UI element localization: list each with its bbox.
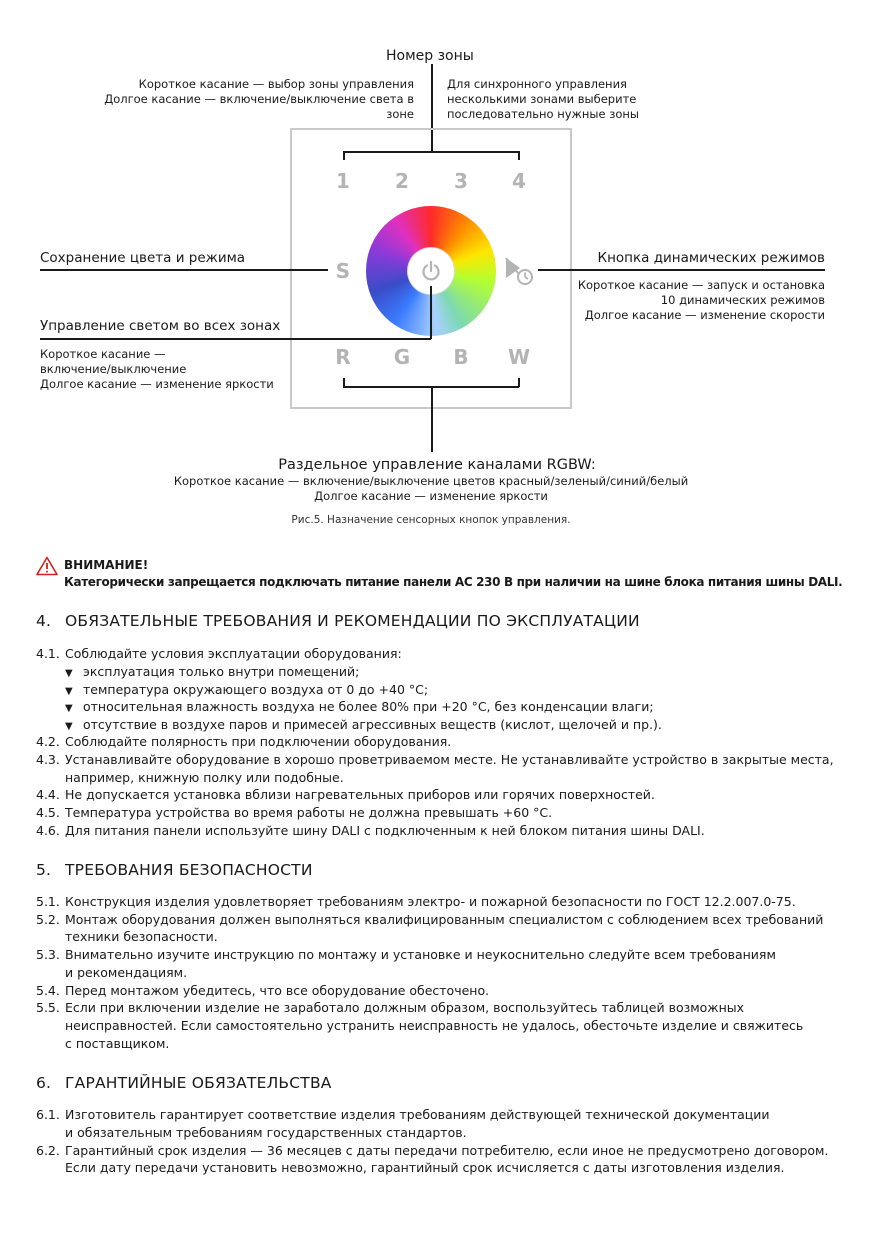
section-number: 4. bbox=[36, 612, 52, 630]
bullet-triangle-icon: ▼ bbox=[65, 668, 73, 679]
channel-button-r[interactable]: R bbox=[335, 345, 351, 369]
list-item-continuation: Если дату передачи установить невозможно, гарантийный срок исчисляется с даты изготовления изделия. bbox=[65, 1160, 785, 1175]
dynamic-leader-line bbox=[538, 269, 825, 271]
bullet-item: ▼ эксплуатация только внутри помещений; bbox=[65, 663, 359, 683]
bullet-item: ▼ отсутствие в воздухе паров и примесей агрессивных веществ (кислот, щелочей и пр.). bbox=[65, 716, 662, 736]
list-item: 5.3. Внимательно изучите инструкцию по монтажу и установке и неукоснительно следуйте всем требованиям bbox=[36, 947, 776, 962]
section-title: ГАРАНТИЙНЫЕ ОБЯЗАТЕЛЬСТВА bbox=[65, 1074, 332, 1092]
section-number: 6. bbox=[36, 1074, 52, 1092]
list-item-continuation: например, книжную полку или подобные. bbox=[65, 770, 344, 785]
zone-button-2[interactable]: 2 bbox=[395, 169, 409, 193]
warning-title: ВНИМАНИЕ! bbox=[64, 558, 149, 572]
dynamic-mode-icon[interactable] bbox=[503, 254, 535, 286]
all-zones-desc-line: включение/выключение bbox=[40, 362, 187, 376]
all-zones-leader-line bbox=[430, 286, 432, 339]
zone-sync-note bbox=[447, 77, 639, 122]
list-item: 6.1. Изготовитель гарантирует соответствие изделия требованиям действующей технической документации bbox=[36, 1107, 770, 1122]
list-item-continuation: техники безопасности. bbox=[65, 929, 218, 944]
list-item: 4.2. Соблюдайте полярность при подключении оборудования. bbox=[36, 734, 452, 749]
dynamic-desc-line: 10 динамических режимов bbox=[660, 293, 825, 307]
power-icon bbox=[419, 259, 443, 283]
all-zones-desc bbox=[40, 347, 274, 392]
list-item: 4.5. Температура устройства во время работы не должна превышать +60 °С. bbox=[36, 805, 553, 820]
list-item: 5.4. Перед монтажом убедитесь, что все оборудование обесточено. bbox=[36, 983, 490, 998]
dynamic-desc-line: Короткое касание — запуск и остановка bbox=[577, 278, 825, 292]
save-leader-line bbox=[40, 269, 328, 271]
bullet-triangle-icon: ▼ bbox=[65, 721, 73, 732]
list-item: 5.5. Если при включении изделие не заработало должным образом, воспользуйтесь таблицей возможных bbox=[36, 1000, 745, 1015]
rgbw-desc-line: Долгое касание — изменение яркости bbox=[314, 489, 548, 503]
zone-button-4[interactable]: 4 bbox=[512, 169, 526, 193]
all-zones-desc-line: Короткое касание — bbox=[40, 347, 166, 361]
save-button[interactable]: S bbox=[335, 259, 351, 283]
zone-sync-line: Для синхронного управления bbox=[447, 77, 627, 91]
dynamic-desc-line: Долгое касание — изменение скорости bbox=[584, 308, 825, 322]
save-label: Сохранение цвета и режима bbox=[40, 250, 246, 266]
list-item: 4.3. Устанавливайте оборудование в хорошо проветриваемом месте. Не устанавливайте устройство в закрытые места, bbox=[36, 752, 834, 767]
section-title: ОБЯЗАТЕЛЬНЫЕ ТРЕБОВАНИЯ И РЕКОМЕНДАЦИИ ПО ЭКСПЛУАТАЦИИ bbox=[65, 612, 640, 630]
section-6-heading bbox=[36, 1074, 332, 1092]
zone-instructions bbox=[80, 77, 414, 122]
zone-button-3[interactable]: 3 bbox=[454, 169, 468, 193]
dynamic-desc bbox=[540, 278, 825, 323]
channel-button-g[interactable]: G bbox=[393, 345, 411, 369]
warning-text: Категорически запрещается подключать питание панели AC 230 В при наличии на шине блока питания шины DALI. bbox=[64, 575, 843, 589]
all-zones-desc-line: Долгое касание — изменение яркости bbox=[40, 377, 274, 391]
list-item-continuation: с поставщиком. bbox=[65, 1036, 170, 1051]
list-item-continuation: и обязательным требованиям государственных стандартов. bbox=[65, 1125, 467, 1140]
bullet-triangle-icon: ▼ bbox=[65, 703, 73, 714]
bullet-item: ▼ температура окружающего воздуха от 0 до +40 °С; bbox=[65, 681, 428, 701]
list-item: 6.2. Гарантийный срок изделия — 36 месяцев с даты передачи потребителю, если иное не предусмотрено договором. bbox=[36, 1143, 829, 1158]
warning-icon bbox=[36, 556, 58, 576]
list-item: 5.2. Монтаж оборудования должен выполняться квалифицированным специалистом с соблюдением всех требований bbox=[36, 912, 824, 927]
section-4-heading bbox=[36, 612, 640, 630]
zone-sync-line: несколькими зонами выберите bbox=[447, 92, 637, 106]
all-zones-leader-line bbox=[40, 338, 431, 340]
zone-long-text: Долгое касание — включение/выключение света в зоне bbox=[104, 92, 414, 121]
rgbw-leader-line bbox=[431, 386, 433, 452]
zone-number-label: Номер зоны bbox=[386, 48, 474, 64]
list-item-continuation: и рекомендациям. bbox=[65, 965, 188, 980]
channel-button-w[interactable]: W bbox=[507, 345, 531, 369]
rgbw-desc bbox=[0, 474, 862, 504]
rgbw-desc-line: Короткое касание — включение/выключение цветов красный/зеленый/синий/белый bbox=[173, 474, 689, 488]
section-title: ТРЕБОВАНИЯ БЕЗОПАСНОСТИ bbox=[65, 861, 313, 879]
figure-caption: Рис.5. Назначение сенсорных кнопок управления. bbox=[291, 514, 571, 526]
zone-button-1[interactable]: 1 bbox=[336, 169, 350, 193]
all-zones-label: Управление светом во всех зонах bbox=[40, 318, 281, 334]
section-5-heading bbox=[36, 861, 313, 879]
bullet-item: ▼ относительная влажность воздуха не более 80% при +20 °С, без конденсации влаги; bbox=[65, 698, 654, 718]
zone-sync-line: последовательно нужные зоны bbox=[447, 107, 639, 121]
bullet-triangle-icon: ▼ bbox=[65, 686, 73, 697]
list-item: 4.4. Не допускается установка вблизи нагревательных приборов или горячих поверхностей. bbox=[36, 787, 655, 802]
channel-button-b[interactable]: B bbox=[453, 345, 469, 369]
list-item-continuation: неисправностей. Если самостоятельно устранить неисправность не удалось, обесточьте изделие и свяжитесь bbox=[65, 1018, 804, 1033]
list-item: 4.1. Соблюдайте условия эксплуатации оборудования: bbox=[36, 646, 402, 661]
dynamic-label: Кнопка динамических режимов bbox=[597, 250, 825, 266]
rgbw-title: Раздельное управление каналами RGBW: bbox=[278, 457, 596, 473]
list-item: 5.1. Конструкция изделия удовлетворяет требованиям электро- и пожарной безопасности по ГОСТ 12.2.007.0-75. bbox=[36, 894, 796, 909]
list-item: 4.6. Для питания панели используйте шину DALI с подключенным к ней блоком питания шины DALI. bbox=[36, 823, 705, 838]
section-number: 5. bbox=[36, 861, 52, 879]
zone-short-text: Короткое касание — выбор зоны управления bbox=[138, 77, 414, 91]
